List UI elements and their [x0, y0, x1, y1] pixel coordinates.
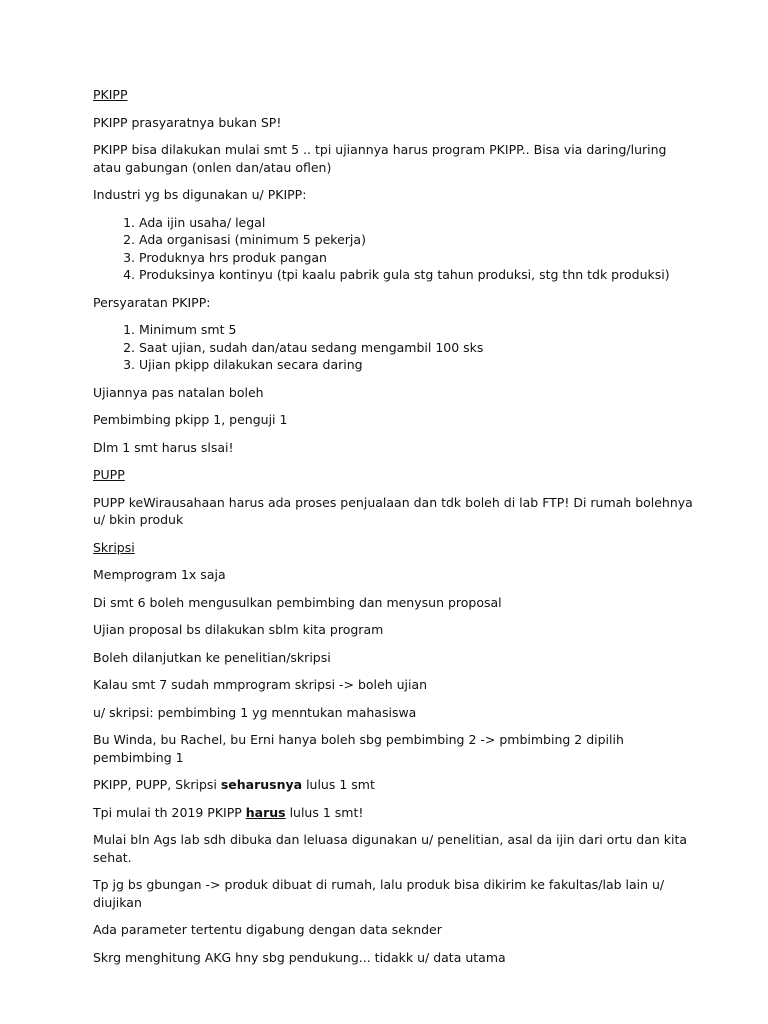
paragraph: Industri yg bs digunakan u/ PKIPP:: [93, 187, 307, 202]
list-item: 2. Ada organisasi (minimum 5 pekerja): [139, 231, 693, 249]
text-run: Tpi mulai th 2019 PKIPP: [93, 804, 246, 820]
paragraph: Bu Winda, bu Rachel, bu Erni hanya boleh sbg pembimbing 2 -> pmbimbing 2 dipilih pembimbing 1: [93, 732, 628, 765]
text-run: PKIPP, PUPP, Skripsi: [93, 777, 221, 792]
paragraph: PKIPP prasyaratnya bukan SP!: [93, 114, 282, 130]
paragraph: Dlm 1 smt harus slsai!: [93, 439, 234, 455]
pkipp-requirements-list: [93, 321, 693, 374]
list-item: 1. Ada ijin usaha/ legal: [139, 214, 693, 232]
paragraph: PUPP keWirausahaan harus ada proses penjualaan dan tdk boleh di lab FTP! Di rumah bolehnya u/ bkin produk: [93, 494, 697, 527]
paragraph: Persyaratan PKIPP:: [93, 294, 211, 310]
text-run: lulus 1 smt!: [285, 804, 364, 820]
paragraph: Memprogram 1x saja: [93, 567, 226, 582]
paragraph: Tp jg bs gbungan -> produk dibuat di rumah, lalu produk bisa dikirim ke fakultas/lab lain u/ diujikan: [93, 877, 669, 910]
document-page: [93, 86, 697, 976]
paragraph: PKIPP bisa dilakukan mulai smt 5 .. tpi ujiannya harus program PKIPP.. Bisa via daring/luring atau gabungan (onlen dan/atau oflen): [93, 142, 671, 175]
list-item: 1. Minimum smt 5: [139, 321, 693, 339]
paragraph: Kalau smt 7 sudah mmprogram skripsi -> boleh ujian: [93, 677, 428, 692]
heading-pupp: PUPP: [93, 467, 125, 482]
paragraph: Ujian proposal bs dilakukan sblm kita program: [93, 622, 384, 637]
paragraph: [93, 804, 693, 822]
paragraph: Ada parameter tertentu digabung dengan data seknder: [93, 922, 442, 937]
industry-requirements-list: [93, 214, 693, 284]
paragraph: Ujiannya pas natalan boleh: [93, 384, 264, 400]
paragraph: Di smt 6 boleh mengusulkan pembimbing dan menysun proposal: [93, 594, 502, 610]
paragraph: Skrg menghitung AKG hny sbg pendukung... tidakk u/ data utama: [93, 949, 506, 965]
paragraph: Boleh dilanjutkan ke penelitian/skripsi: [93, 649, 331, 665]
bold-underlined-text: harus: [245, 804, 286, 820]
list-item: 4. Produksinya kontinyu (tpi kaalu pabrik gula stg tahun produksi, stg thn tdk produksi): [139, 266, 693, 284]
paragraph: u/ skripsi: pembimbing 1 yg menntukan mahasiswa: [93, 704, 417, 720]
paragraph: Mulai bln Ags lab sdh dibuka dan leluasa digunakan u/ penelitian, asal da ijin dari ortu dan kita sehat.: [93, 832, 692, 865]
text-run: lulus 1 smt: [302, 777, 375, 792]
heading-skripsi: Skripsi: [93, 539, 135, 555]
paragraph: Pembimbing pkipp 1, penguji 1: [93, 412, 288, 427]
list-item: 3. Ujian pkipp dilakukan secara daring: [139, 356, 693, 374]
list-item: 2. Saat ujian, sudah dan/atau sedang mengambil 100 sks: [139, 339, 693, 357]
paragraph: [93, 776, 693, 794]
list-item: 3. Produknya hrs produk pangan: [139, 249, 693, 267]
bold-text: seharusnya: [220, 777, 303, 792]
heading-pkipp: PKIPP: [93, 87, 128, 102]
